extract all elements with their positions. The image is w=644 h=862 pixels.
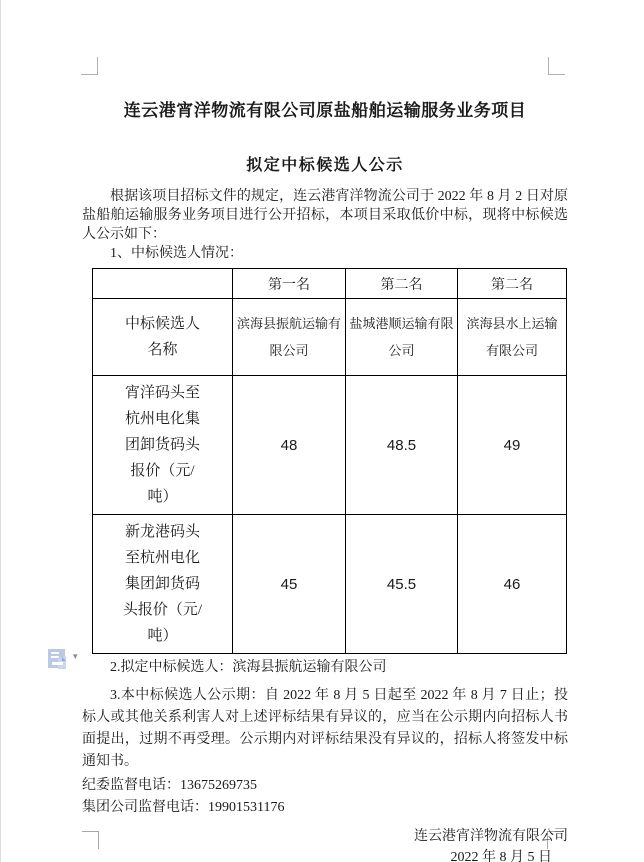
signature-company: 连云港宵洋物流有限公司 bbox=[414, 829, 568, 844]
candidate-2-name: 盐城港顺运输有限公司 bbox=[346, 299, 458, 376]
price-cell: 45 bbox=[233, 515, 346, 654]
bid-candidates-table bbox=[92, 268, 567, 654]
list-item-1: 1、中标候选人情况： bbox=[110, 246, 243, 261]
candidate-1-name: 滨海县振航运输有限公司 bbox=[233, 299, 346, 376]
table-row bbox=[93, 299, 567, 376]
header-cell-second: 第二名 bbox=[346, 269, 458, 299]
table-row bbox=[93, 376, 567, 515]
price-cell: 48 bbox=[233, 376, 346, 515]
chevron-down-icon[interactable]: ▾ bbox=[73, 651, 78, 661]
price-cell: 48.5 bbox=[346, 376, 458, 515]
intro-paragraph: 根据该项目招标文件的规定，连云港宵洋物流公司于 2022 年 8 月 2 日对原盐船舶运输服务业务项目进行公开招标，本项目采取低价中标，现将中标候选人公示如下： bbox=[82, 189, 568, 242]
document-title-line2: 拟定中标候选人公示 bbox=[246, 157, 404, 174]
price-cell: 45.5 bbox=[346, 515, 458, 654]
header-cell-first: 第一名 bbox=[233, 269, 346, 299]
signature-date: 2022 年 8 月 5 日 bbox=[450, 850, 552, 862]
header-cell-empty bbox=[93, 269, 233, 299]
list-item-2: 2.拟定中标候选人：滨海县振航运输有限公司 bbox=[110, 660, 387, 675]
list-item-3: 3.本中标候选人公示期：自 2022 年 8 月 5 日起至 2022 年 8 月 7 日止；投标人或其他关系利害人对上述评标结果有异议的，应当在公示期内向招标人书面提出，过期不再受理。公示期内对评标结果没有异议的，招标人将签发中标通知书。 bbox=[82, 688, 568, 769]
row-label-candidate-name: 中标候选人名称 bbox=[93, 299, 233, 376]
table-header-row bbox=[93, 269, 567, 299]
table-row bbox=[93, 515, 567, 654]
price-cell: 49 bbox=[458, 376, 567, 515]
document-content bbox=[82, 0, 568, 862]
paste-options-icon[interactable] bbox=[47, 648, 68, 677]
discipline-supervision-phone: 纪委监督电话：13675269735 bbox=[82, 778, 257, 793]
row-label-xiaoyang-price: 宵洋码头至杭州电化集团卸货码头报价（元/吨） bbox=[93, 376, 233, 515]
paste-options-button[interactable] bbox=[47, 648, 78, 677]
candidate-3-name: 滨海县水上运输有限公司 bbox=[458, 299, 567, 376]
group-supervision-phone: 集团公司监督电话：19901531176 bbox=[82, 800, 285, 815]
document-title-line1: 连云港宵洋物流有限公司原盐船舶运输服务业务项目 bbox=[123, 101, 527, 120]
signature-block bbox=[82, 826, 568, 862]
price-cell: 46 bbox=[458, 515, 567, 654]
row-label-xinlonggang-price: 新龙港码头至杭州电化集团卸货码头报价（元/吨） bbox=[93, 515, 233, 654]
header-cell-third: 第二名 bbox=[458, 269, 567, 299]
